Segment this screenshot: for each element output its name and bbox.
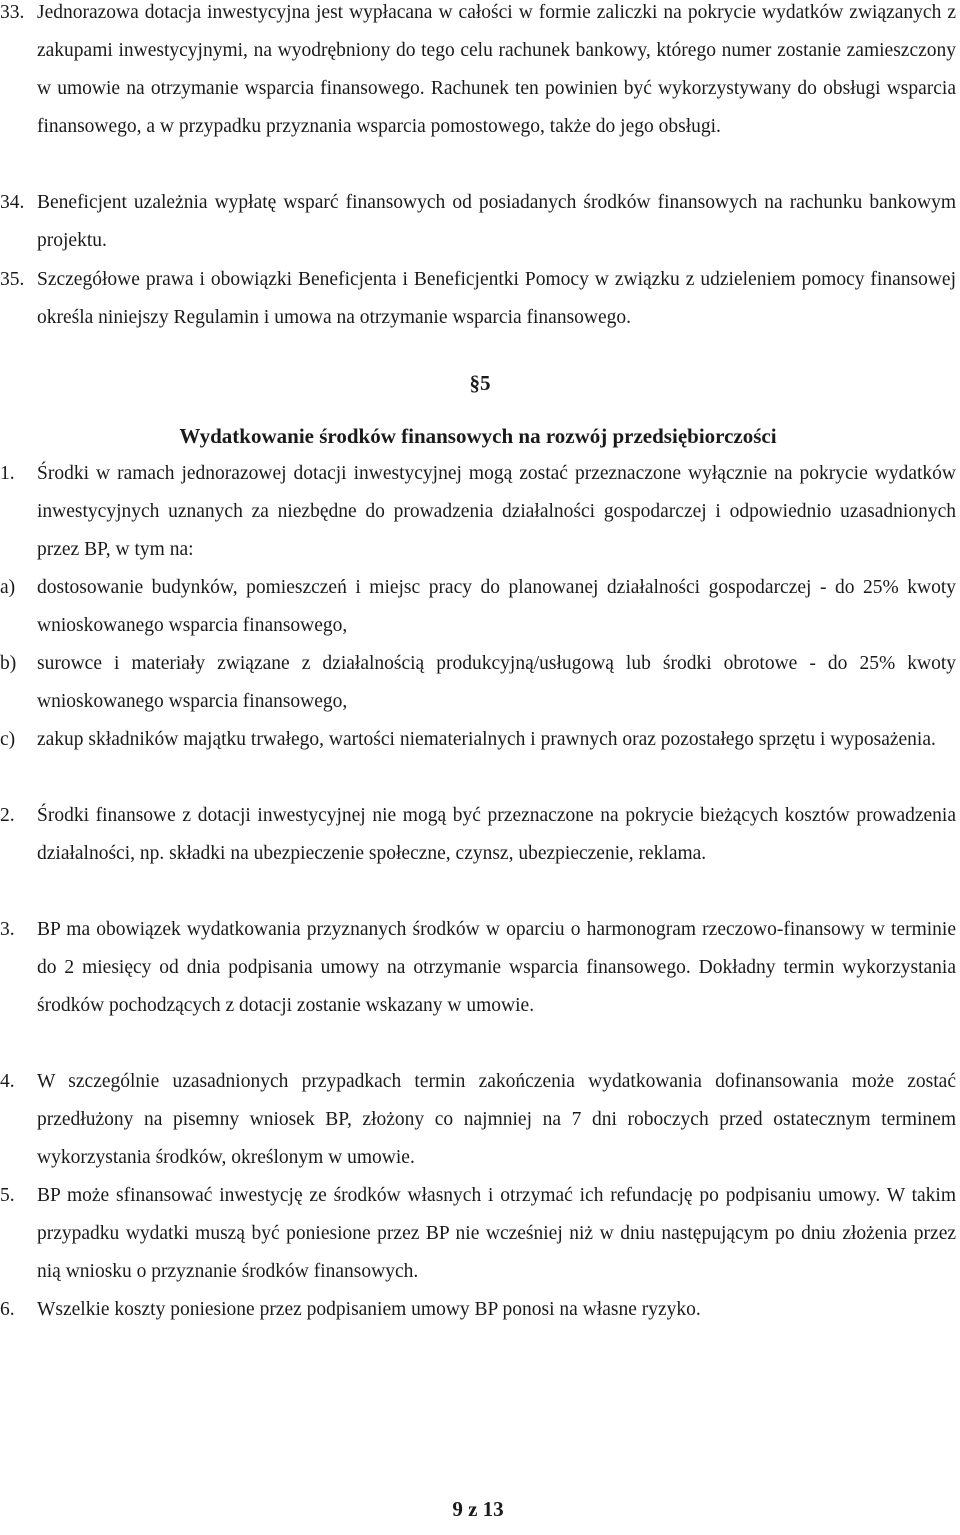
list-item-number: 6. [0,1299,15,1320]
list-item-text: Środki finansowe z dotacji inwestycyjnej nie mogą być przeznaczone na pokrycie bieżących kosztów prowadzenia działalności, np. składki na ubezpieczenie społeczne, czynsz, ubezpieczenie, reklama. [37,805,956,864]
list-item-number: b) [0,653,17,674]
list-item-text: surowce i materiały związane z działalnością produkcyjną/usługową lub środki obrotowe - do 25% kwoty wnioskowanego wsparcia finansowego, [37,653,956,712]
list-item-3 [0,911,956,1025]
paragraph-number: 35. [0,269,25,290]
paragraph-number: 34. [0,192,25,213]
paragraph-text: Szczegółowe prawa i obowiązki Beneficjenta i Beneficjentki Pomocy w związku z udzieleniem pomocy finansowej określa niniejszy Regulamin i umowa na otrzymanie wsparcia finansowego. [37,269,956,328]
list-item-text: dostosowanie budynków, pomieszczeń i miejsc pracy do planowanej działalności gospodarczej - do 25% kwoty wnioskowanego wsparcia finansowego, [37,577,956,636]
list-item-number: 5. [0,1185,15,1206]
paragraph-35 [0,261,956,337]
paragraph-number: 33. [0,2,25,23]
page-number: 9 z 13 [452,1497,504,1521]
list-item-text: Środki w ramach jednorazowej dotacji inwestycyjnej mogą zostać przeznaczone wyłącznie na pokrycie wydatków inwestycyjnych uznanych za niezbędne do prowadzenia działalności gospodarczej i odpowiednio uzasadnionych przez BP, w tym na: [37,463,956,560]
section-sign: §5 [469,371,491,395]
list-item-c [0,721,956,759]
list-item-b [0,645,956,721]
paragraph-34 [0,184,956,260]
list-item-6 [0,1291,956,1329]
list-item-number: 1. [0,463,15,484]
list-item-5 [0,1177,956,1291]
list-item-text: BP ma obowiązek wydatkowania przyznanych środków w oparciu o harmonogram rzeczowo-finansowy w terminie do 2 miesięcy od dnia podpisania umowy na otrzymanie wsparcia finansowego. Dokładny termin wykorzystania środków pochodzących z dotacji zostanie wskazany w umowie. [37,919,956,1016]
list-item-number: 3. [0,919,15,940]
list-item-text: W szczególnie uzasadnionych przypadkach termin zakończenia wydatkowania dofinansowania może zostać przedłużony na pisemny wniosek BP, złożony co najmniej na 7 dni roboczych przed ostatecznym terminem wykorzystania środków, określonym w umowie. [37,1071,956,1168]
section-title: Wydatkowanie środków finansowych na rozwój przedsiębiorczości [179,424,777,448]
list-item-text: BP może sfinansować inwestycję ze środków własnych i otrzymać ich refundację po podpisaniu umowy. W takim przypadku wydatki muszą być poniesione przez BP nie wcześniej niż w dniu następującym po dniu złożenia przez nią wniosku o przyznanie środków finansowych. [37,1185,956,1282]
paragraph-text: Jednorazowa dotacja inwestycyjna jest wypłacana w całości w formie zaliczki na pokrycie wydatków związanych z zakupami inwestycyjnymi, na wyodrębniony do tego celu rachunek bankowy, którego numer zostanie zamieszczony w umowie na otrzymanie wsparcia finansowego. Rachunek ten powinien być wykorzystywany do obsługi wsparcia finansowego, a w przypadku przyznania wsparcia pomostowego, także do jego obsługi. [37,2,956,137]
list-item-text: Wszelkie koszty poniesione przez podpisaniem umowy BP ponosi na własne ryzyko. [37,1299,701,1320]
list-item-4 [0,1063,956,1177]
list-item-2 [0,797,956,873]
list-item-number: 2. [0,805,15,826]
list-item-number: c) [0,729,16,750]
list-item-number: a) [0,577,16,598]
paragraph-text: Beneficjent uzależnia wypłatę wsparć finansowych od posiadanych środków finansowych na rachunku bankowym projektu. [37,192,956,251]
list-item-number: 4. [0,1071,15,1092]
list-item-a [0,569,956,645]
paragraph-33 [0,0,956,146]
list-item-1 [0,455,956,569]
list-item-text: zakup składników majątku trwałego, wartości niematerialnych i prawnych oraz pozostałego sprzętu i wyposażenia. [37,729,936,750]
